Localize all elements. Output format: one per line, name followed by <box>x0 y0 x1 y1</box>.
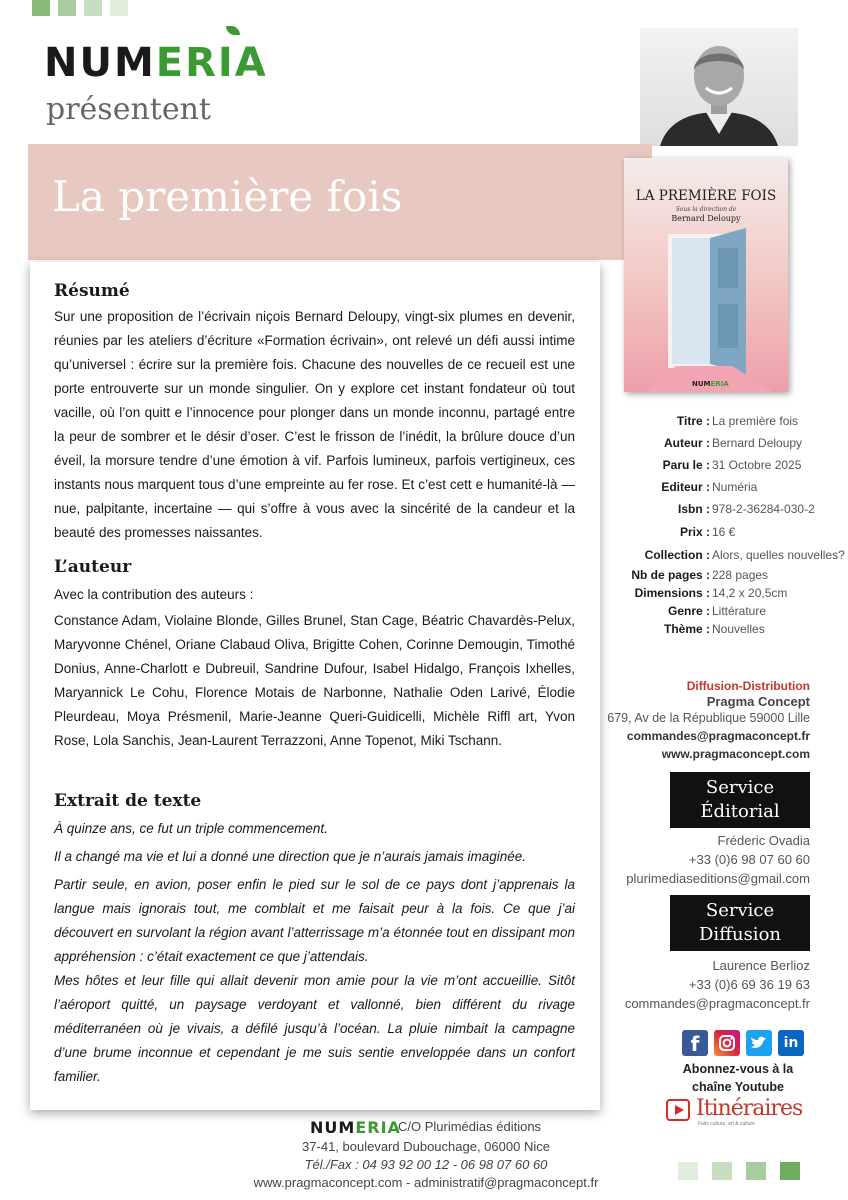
service-editorial-box <box>670 772 810 828</box>
resume-heading: Résumé <box>54 281 130 301</box>
cover-author: Bernard Deloupy <box>671 214 741 223</box>
distribution-company: Pragma Concept <box>706 694 810 709</box>
extract-heading: Extrait de texte <box>54 791 202 811</box>
detail-label: Thème : <box>663 622 710 636</box>
decor-square <box>746 1162 766 1180</box>
detail-row <box>612 604 818 620</box>
cover-publisher-logo <box>692 380 729 388</box>
detail-value: Nouvelles <box>712 622 765 636</box>
author-photo <box>640 28 798 146</box>
footer-numeria-logo <box>310 1118 401 1137</box>
distribution-email[interactable]: commandes@pragmaconcept.fr <box>626 729 810 743</box>
decor-square <box>712 1162 732 1180</box>
detail-label: Titre : <box>676 414 710 428</box>
detail-value: Numéria <box>712 480 758 494</box>
decor-square <box>780 1162 800 1180</box>
decor-square <box>58 0 76 16</box>
instagram-glyph-icon <box>714 1030 740 1056</box>
door-illustration-icon <box>624 158 788 392</box>
linkedin-icon[interactable]: in <box>778 1030 804 1056</box>
footer-company: C/O Plurimédias éditions <box>398 1119 542 1134</box>
itineraires-tagline: Faits culture, art & culture <box>698 1121 755 1127</box>
footer-logo-prefix: NUM <box>310 1118 356 1137</box>
decor-square <box>678 1162 698 1180</box>
footer-contact-line <box>240 1175 612 1190</box>
detail-value: 978-2-36284-030-2 <box>712 502 815 516</box>
decor-square <box>32 0 50 16</box>
detail-value: 31 Octobre 2025 <box>712 458 802 472</box>
editorial-contact-name: Fréderic Ovadia <box>717 833 810 848</box>
service-diffusion-box <box>670 895 810 951</box>
detail-row <box>612 548 845 564</box>
service-diffusion-line1: Service <box>705 900 775 921</box>
footer-address: 37-41, boulevard Dubouchage, 06000 Nice <box>302 1139 550 1154</box>
detail-value: La première fois <box>712 414 799 428</box>
detail-value: 16 € <box>712 525 736 539</box>
author-list: Constance Adam, Violaine Blonde, Gilles Brunel, Stan Cage, Béatric Chavardès-Pelux, Maryvonne Chénel, Oriane Clabaud Oliva, Brigitte Cohen, Corinne Demougin, Timothé Donius, Anne-Charlott e Dubreuil, Sandrine Dufour, Isabel Hidalgo, François Ixhelles, Maryannick Le Cohu, Florence Motais de Narbonne, Nathalie Oden Larivé, Élodie Pleurdeau, Moya Présmenil, Marie-Jeanne Queri-Guidicelli, Michèle Riffl art, Yvon Rose, Lola Sanchis, Jean-Laurent Terrazzoni, Anne Topenot, Miki Tschann. <box>54 613 575 748</box>
author-portrait-icon <box>640 28 798 146</box>
cover-logo-prefix: NUM <box>692 380 711 388</box>
cover-logo-accent: ERIA <box>710 380 729 388</box>
diffusion-contact-email[interactable]: commandes@pragmaconcept.fr <box>624 996 810 1011</box>
detail-label: Editeur : <box>661 480 710 494</box>
diffusion-contact-phone: +33 (0)6 69 36 19 63 <box>688 977 810 992</box>
detail-row <box>612 586 818 602</box>
twitter-icon[interactable] <box>746 1030 772 1056</box>
detail-label: Paru le : <box>662 458 710 472</box>
footer-website[interactable]: www.pragmaconcept.com <box>253 1175 403 1190</box>
detail-label: Isbn : <box>678 502 710 516</box>
detail-row <box>612 458 818 474</box>
service-diffusion-line2: Diffusion <box>699 924 781 945</box>
detail-row <box>612 480 818 496</box>
detail-row <box>612 622 818 638</box>
itineraires-logo[interactable]: Itinéraires <box>696 1096 803 1121</box>
subscribe-line2: chaîne Youtube <box>692 1080 784 1094</box>
detail-label: Dimensions : <box>634 586 710 600</box>
detail-label: Prix : <box>679 525 710 539</box>
instagram-icon[interactable] <box>714 1030 740 1056</box>
editorial-contact-phone: +33 (0)6 98 07 60 60 <box>688 852 810 867</box>
distribution-address: 679, Av de la République 59000 Lille <box>607 711 810 725</box>
cover-title: LA PREMIÈRE FOIS <box>635 188 777 204</box>
detail-value: 14,2 x 20,5cm <box>712 586 788 600</box>
footer-email[interactable]: administratif@pragmaconcept.fr <box>413 1175 599 1190</box>
extract-paragraph: Partir seule, en avion, poser enfin le pied sur le sol de ce pays dont j’apprenais la langue mais ignorais tout, me comblait et me faisait peur à la fois. Ce que j’ai découvert en survolant la région avant l’atterrissage m’a étonnée tout en dissipant mon appréhension : c’était exactement ce que j’attendais. <box>54 877 575 964</box>
detail-label: Auteur : <box>664 436 710 450</box>
detail-row <box>612 436 818 452</box>
presents-text: présentent <box>46 92 211 127</box>
service-editorial-line2: Éditorial <box>700 801 780 822</box>
detail-row <box>612 525 818 541</box>
editorial-contact-email[interactable]: plurimediaseditions@gmail.com <box>626 871 810 886</box>
leaf-icon <box>226 26 240 35</box>
detail-row <box>612 502 818 518</box>
footer-phone: Tél./Fax : 04 93 92 00 12 - 06 98 07 60 60 <box>304 1157 548 1172</box>
extract-paragraph: À quinze ans, ce fut un triple commencement. <box>54 821 328 836</box>
subscribe-line1: Abonnez-vous à la <box>682 1062 794 1076</box>
book-cover <box>624 158 788 392</box>
author-heading: L’auteur <box>54 557 132 577</box>
twitter-bird-icon <box>746 1030 772 1056</box>
diffusion-contact-name: Laurence Berlioz <box>712 958 810 973</box>
detail-label: Nb de pages : <box>631 568 710 582</box>
detail-label: Genre : <box>667 604 710 618</box>
resume-text: Sur une proposition de l’écrivain niçois Bernard Deloupy, vingt-six plumes en devenir, réunies par les ateliers d’écriture «Formation écrivain», ont relevé un défi aussi intime qu’universel : écrire sur la première fois. Chacune des nouvelles de ce recueil est une porte entrouverte sur un monde singulier. On y explore cet instant fondateur où tout vacille, où l’on quitt e l’innocence pour plonger dans un monde inconnu, partagé entre la peur de sombrer et le désir d’oser. C’est le frisson de l’inédit, la brûlure douce d’un éveil, la morsure tendre d’une émotion à vif. Parfois lumineux, parfois vertigineux, ces instants nous marquent tous d’une empreinte au fer rose. Et c’est cett e humanité-là — nue, palpitante, incertaine — qui s’offre à vous avec la sincérité de la candeur et la beauté des promesses naissantes. <box>54 309 575 540</box>
detail-value: Alors, quelles nouvelles? <box>712 548 845 562</box>
footer-logo-accent: ERIA <box>355 1118 401 1137</box>
book-title: La première fois <box>52 172 403 221</box>
detail-row <box>612 568 818 584</box>
decor-square <box>84 0 102 16</box>
distribution-website[interactable]: www.pragmaconcept.com <box>661 747 810 761</box>
detail-value: Bernard Deloupy <box>712 436 803 450</box>
detail-row <box>612 414 818 430</box>
logo-prefix: NUM <box>44 40 156 86</box>
footer-separator: - <box>402 1175 414 1190</box>
youtube-subscribe-text <box>668 1060 808 1096</box>
detail-label: Collection : <box>644 548 710 562</box>
extract-paragraph: Mes hôtes et leur fille qui allait devenir mon amie pour la vie m’ont accueillie. Sitôt l’aéroport quitté, un paysage verdoyant et vallonné, bien différent du rivage méditerranéen où je vivais, a défilé jusqu’à l’océan. La pluie nimbait la campagne d’une brume inconnue et cependant je me suis sentie enveloppée dans un confort familier. <box>54 973 575 1084</box>
youtube-icon[interactable] <box>666 1099 690 1121</box>
author-intro: Avec la contribution des auteurs : <box>54 587 254 602</box>
detail-value: 228 pages <box>712 568 769 582</box>
decor-square <box>110 0 128 16</box>
facebook-icon[interactable]: f <box>682 1030 708 1056</box>
cover-subtitle: Sous la direction de <box>675 206 737 213</box>
logo-accent: ERIA <box>155 40 268 86</box>
service-editorial-line1: Service <box>705 777 775 798</box>
distribution-label: Diffusion-Distribution <box>686 679 810 693</box>
detail-value: Littérature <box>712 604 767 618</box>
numeria-logo <box>44 40 268 86</box>
extract-paragraph: Il a changé ma vie et lui a donné une direction que je n’aurais jamais imaginée. <box>54 849 527 864</box>
